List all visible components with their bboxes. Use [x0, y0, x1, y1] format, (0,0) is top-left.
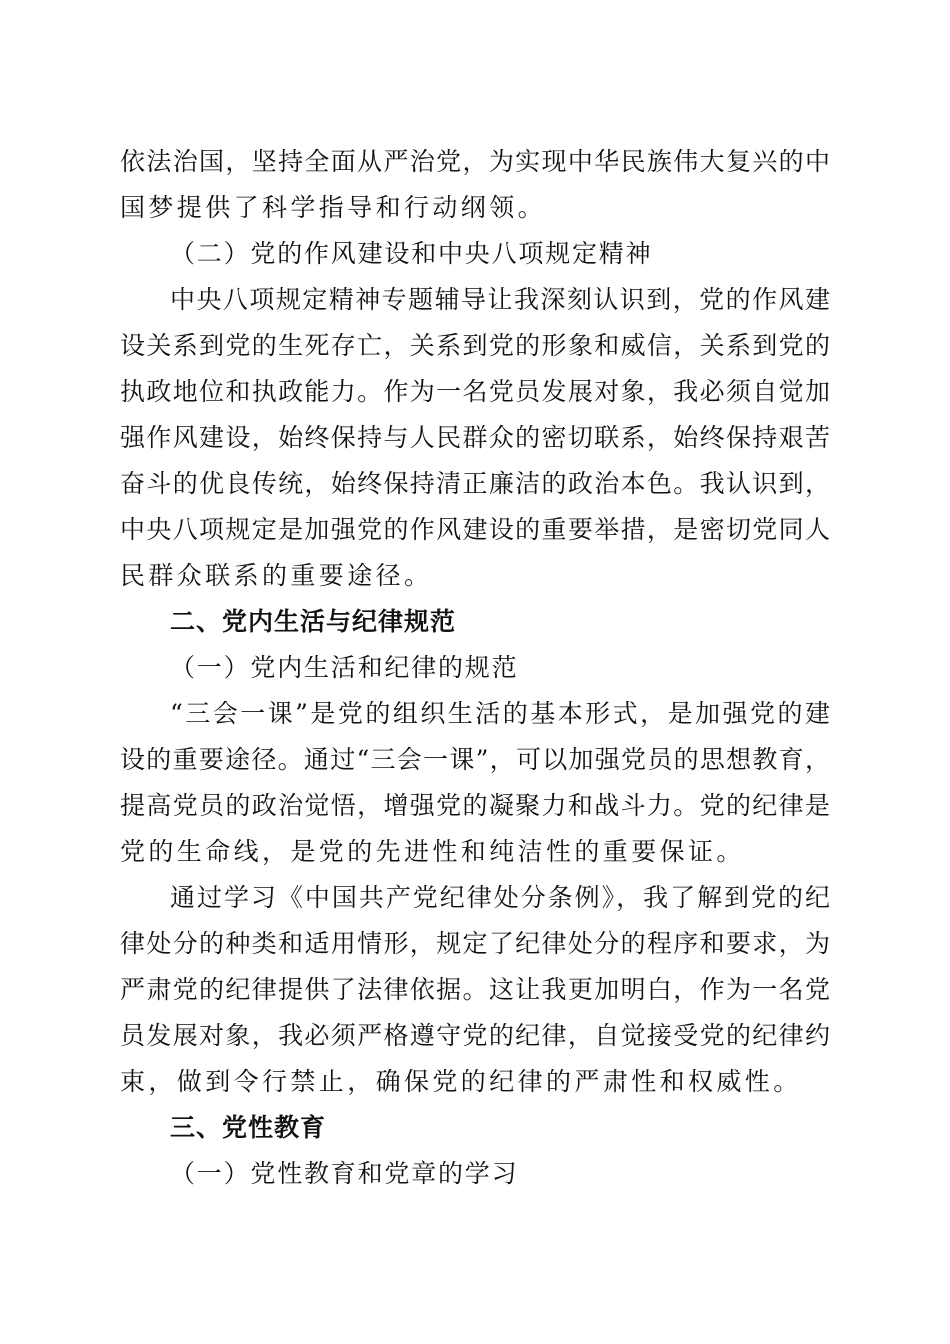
text-line: 设关系到党的生死存亡，关系到党的形象和威信，关系到党的 [120, 331, 830, 360]
text-line: 设的重要途径。通过“三会一课”，可以加强党员的思想教育， [120, 745, 830, 774]
text-line: 依法治国，坚持全面从严治党，为实现中华民族伟大复兴的中 [120, 147, 830, 176]
text-line: 束，做到令行禁止，确保党的纪律的严肃性和权威性。 [120, 1067, 802, 1096]
paragraph-first-line: 中央八项规定精神专题辅导让我深刻认识到，党的作风建 [170, 285, 830, 314]
section-subheading: （一）党性教育和党章的学习 [170, 1159, 519, 1188]
text-line: 执政地位和执政能力。作为一名党员发展对象，我必须自觉加 [120, 377, 830, 406]
section-subheading: （一）党内生活和纪律的规范 [170, 653, 519, 682]
text-line: 党的生命线，是党的先进性和纯洁性的重要保证。 [120, 837, 745, 866]
text-line: 律处分的种类和适用情形，规定了纪律处分的程序和要求，为 [120, 929, 830, 958]
text-line: 员发展对象，我必须严格遵守党的纪律，自觉接受党的纪律约 [120, 1021, 830, 1050]
paragraph-first-line: 通过学习《中国共产党纪律处分条例》，我了解到党的纪 [170, 883, 830, 912]
section-heading: 三、党性教育 [170, 1113, 327, 1142]
paragraph-first-line: “三会一课”是党的组织生活的基本形式，是加强党的建 [170, 699, 830, 728]
text-line: 提高党员的政治觉悟，增强党的凝聚力和战斗力。党的纪律是 [120, 791, 830, 820]
section-subheading: （二）党的作风建设和中央八项规定精神 [170, 239, 653, 268]
text-line: 民群众联系的重要途径。 [120, 561, 433, 590]
section-heading: 二、党内生活与纪律规范 [170, 607, 457, 636]
text-line: 奋斗的优良传统，始终保持清正廉洁的政治本色。我认识到， [120, 469, 830, 498]
text-line: 国梦提供了科学指导和行动纲领。 [120, 193, 547, 222]
text-line: 强作风建设，始终保持与人民群众的密切联系，始终保持艰苦 [120, 423, 830, 452]
text-line: 严肃党的纪律提供了法律依据。这让我更加明白，作为一名党 [120, 975, 830, 1004]
text-line: 中央八项规定是加强党的作风建设的重要举措，是密切党同人 [120, 515, 830, 544]
